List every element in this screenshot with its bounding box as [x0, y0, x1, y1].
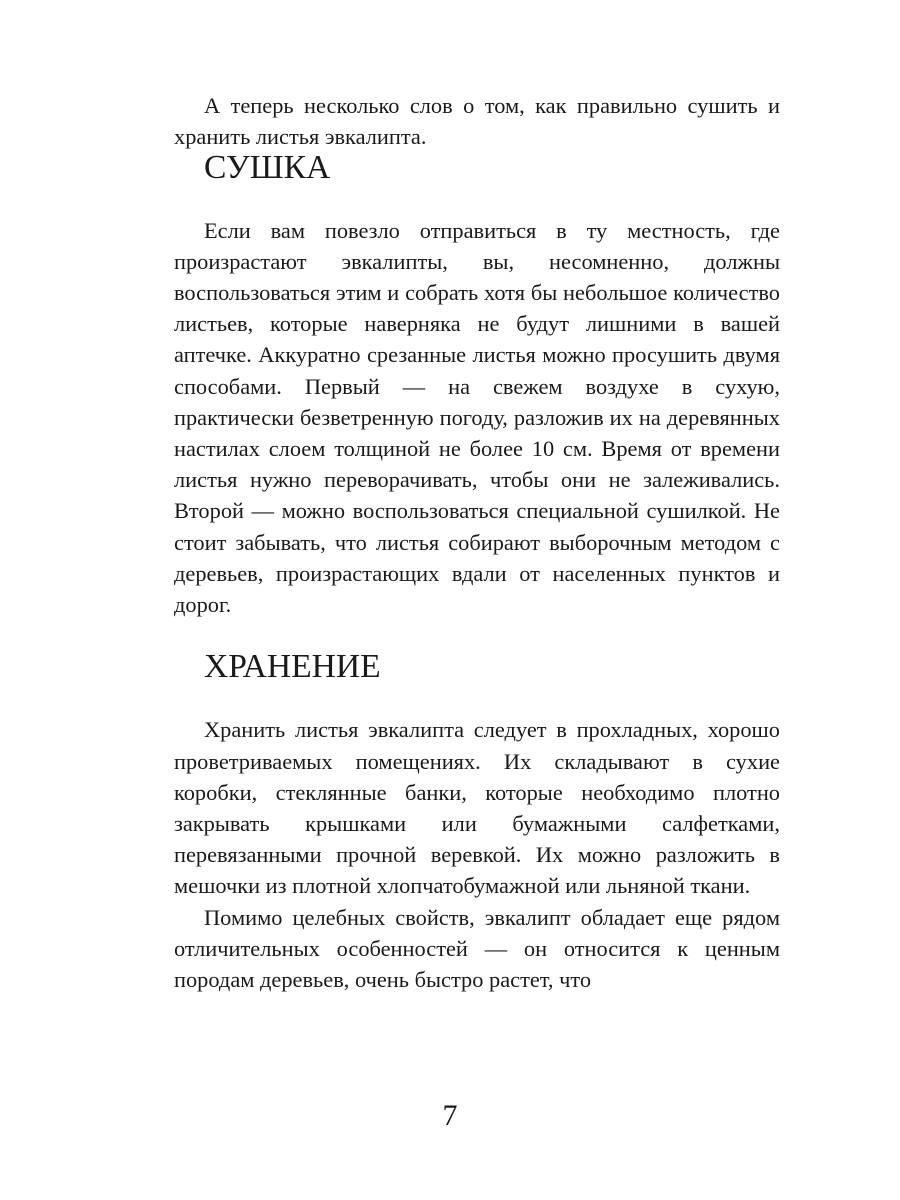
spacer: [174, 184, 780, 215]
section-heading-drying: СУШКА: [204, 149, 331, 187]
page-body: [174, 90, 780, 995]
storage-paragraph: Хранить листья эвкалипта следует в прохладных, хорошо проветриваемых помещениях. Их складывают в сухие коробки, стеклянные банки, которые необходимо плотно закрывать крышками или бумажными салфетками, перевязанными прочной веревкой. Их можно разложить в мешочки из плотной хлопчатобумажной или льняной ткани.: [174, 717, 780, 899]
spacer: [174, 620, 780, 651]
closing-paragraph: Помимо целебных свойств, эвкалипт обладает еще рядом отличительных особенностей — он относится к ценным породам деревьев, очень быстро растет, что: [174, 904, 780, 993]
spacer: [174, 682, 780, 714]
page-number: 7: [442, 1099, 458, 1132]
intro-paragraph: А теперь несколько слов о том, как правильно сушить и хранить листья эвкалипта.: [174, 93, 780, 150]
section-heading-storage: ХРАНЕНИЕ: [204, 648, 381, 686]
drying-paragraph: Если вам повезло отправиться в ту местность, где произрастают эвкалипты, вы, несомненно, должны воспользоваться этим и собрать хотя бы небольшое количество листьев, которые наверняка не будут лишними в вашей аптечке. Аккуратно срезанные листья можно просушить двумя способами. Первый — на свежем воздухе в сухую, практически безветренную погоду, разложив их на деревянных настилах слоем толщиной не более 10 см. Время от времени листья нужно переворачивать, чтобы они не залеживались. Второй — можно воспользоваться специальной сушилкой. Не стоит забывать, что листья собирают выборочным методом с деревьев, произрастающих вдали от населенных пунктов и дорог.: [174, 217, 780, 618]
